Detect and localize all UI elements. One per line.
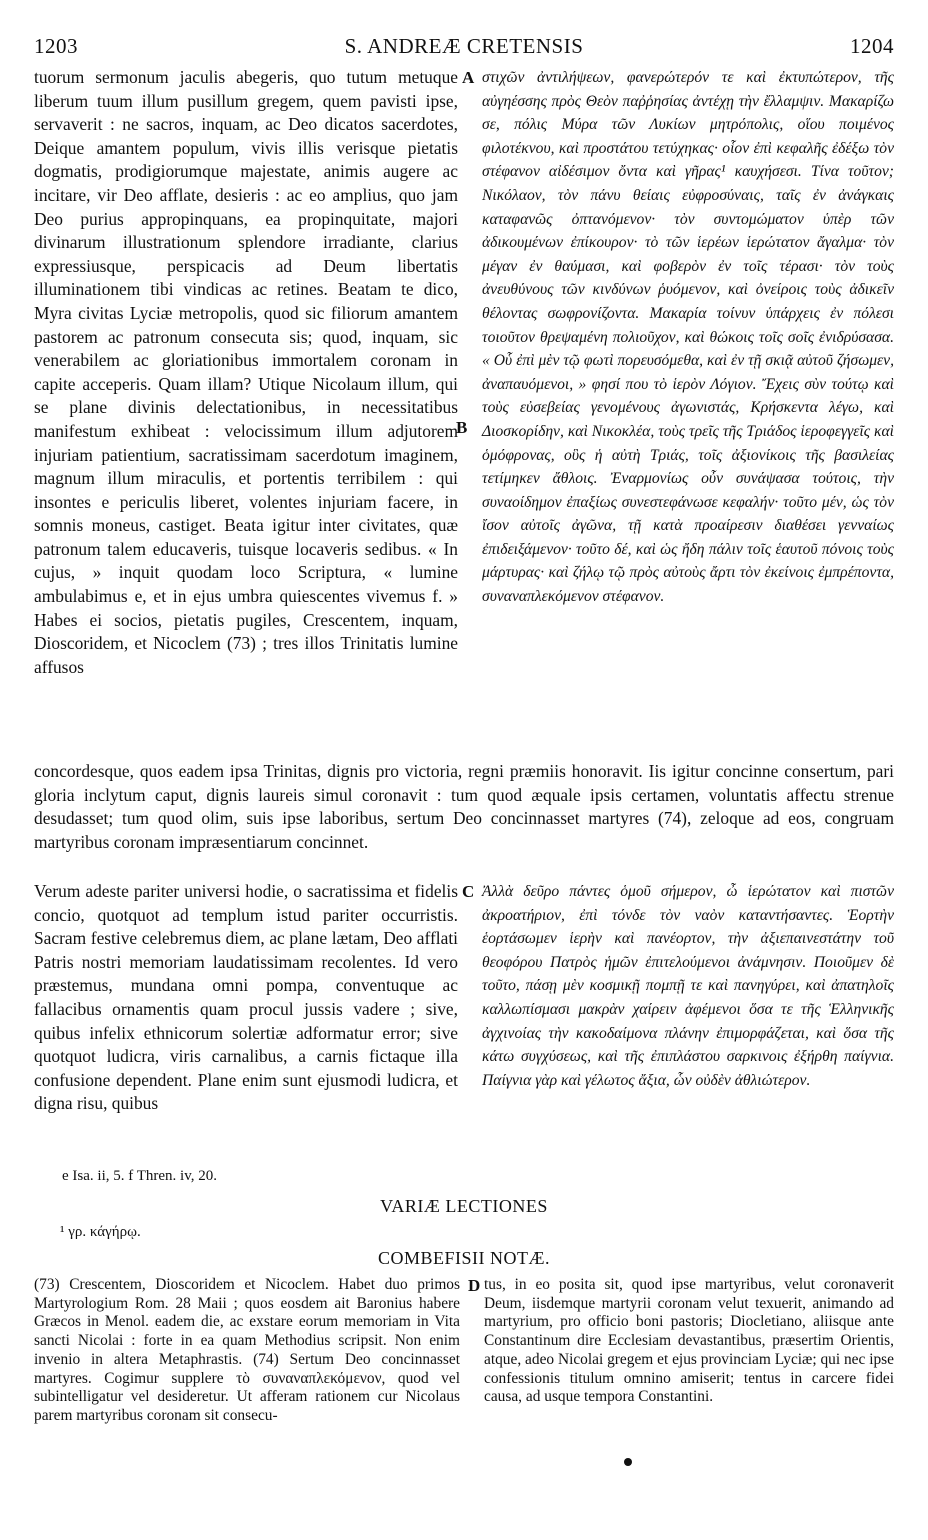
latin-column-2: Verum adeste pariter universi hodie, o sacratissima et fidelis concio, quotquot ad templum istud pariter occurristis. Sacram festive celebremus diem, ac plane lætam, Deo afflati Patris nostri memoriam laudatissimam recolentes. Id vero præstemus, mundana omni pompa, conventuque ac fallacibus ornamentis quam procul jussis vadere ; sive, quibus infelix ethnicorum solertiæ adformatur error; sive quotquot ludicra, viris carnalibus, a carnis fictaque illa confusione dependent. Plane enim sunt ejusmodi ludicra, et digna risu, quibus — [34, 881, 458, 1114]
greek-column-2: Ἀλλὰ δεῦρο πάντες ὁμοῦ σήμερον, ὦ ἱερώτατον καὶ πιστῶν ἀκροατήριον, ἐπὶ τόνδε τὸν ναὸν καταντήσαντες. Ἑορτὴν ἑορτάσωμεν ἱερὴν καὶ πανέορτον, τὴν ἀξιεπαινεστάτην τοῦ θεοφόρου Πατρὸς ἡμῶν ἐπιτελούμενοι ἀνάμνησιν. Ποιοῦμεν δὲ τοῦτο, πάσῃ μὲν κοσμικῇ πομπῇ τε καὶ πανηγύρει, καὶ ἀπατηλοῖς καλλωπίσμασι μακρὰν χαίρειν ἀφέμενοι ὅσα τε τῆς Ἑλληνικῆς ἀγχινοίας τὴν κακοδαίμονα πλάνην ἐπιμορφάζεται, καὶ ὅσα τῆς κάτω συγχύσεως, καὶ τῆς ἐπιπλάστου σαρκινοις ἐξήρθη παίγνια. Παίγνια γὰρ καὶ γέλωτος ἄξια, ὧν οὐδὲν ἀθλιώτερον. — [482, 883, 894, 1089]
latin-column-1: tuorum sermonum jaculis abegeris, quo tutum metuque liberum tuum illum pusillum gregem, quem pavisti ipse, servaverit : ne sacros, inquam, ac Deo dicatos sacerdotes, Deique amantem populum, vivis illis verisque pietatis dogmatis, prodigiorumque majestate, animis augere ac incitare, vir Deo afflate, desieris : ac eo amplius, quo jam Deo purius appropinquans, ea propinquitate, majori divinarum illustrationum splendore irradiante, clarius expressiusque, perspicacis ad Deum libertatis illuminationem tibi vindicas ac retines. Beatam te dico, Myra civitas Lyciæ metropolis, quod sic filiorum amantem pastorem ac patronum consecuta sis; quod, inquam, sic venerabilem ac gloriationibus immortalem coronam in capite acceperis. Quam illam? Utique Nicolaum illum, qui se plane divinis delectationibus, in necessitatibus manifestum exhibeat : velocissimum illum adjutorem injuriam patientium, sacratissimam sacerdotum imaginem, magnum illum miraculis, et portentis terribilem : qui insontes e periculis liberet, volentes injuriam facere, in somnis moneus, castiget. Beata igitur inter civitates, quæ patronum talem educaveris, tuisque locaveris sedibus. « In cujus, » inquit quodam loco Scriptura, « lumine ambulabimus e, et in ejus umbra quiescentes vivemus f. » Habes ei socios, pietatis pugiles, Crescentem, inquam, Dioscoridem, et Nicoclem (73) ; tres illos Trinitatis lumine affusos — [34, 67, 458, 677]
notes-right-column: tus, in eo posita sit, quod ipse martyribus, velut coronaverit Deum, iisdemque martyrii coronam velut texuerit, animando ad martyrium, pro officio boni pastoris; Diocletiano, aliisque ante Constantinum dire Ecclesiam devastantibus, præsertim Orientis, atque, adeo Nicolai gregem et ejus provinciam Lyciæ; qui nec ipse confessionis titulum omnino amiserit; tentus in carcere fidei causa, ad usque tempora Constantini. — [484, 1276, 894, 1406]
marker-b: B — [456, 418, 468, 437]
left-page-number: 1203 — [34, 34, 78, 58]
marker-a: A — [462, 68, 475, 87]
ink-dot — [624, 1458, 632, 1466]
marker-d: D — [468, 1276, 481, 1295]
variae-lectiones-note: ¹ γρ. κάγήρῳ. — [60, 1224, 141, 1240]
page-header — [34, 34, 894, 64]
marker-c: C — [462, 882, 475, 901]
greek-column-1: στιχῶν ἀντιλήψεων, φανερώτερόν τε καὶ ἐκτυπώτερον, τῆς αὐγηέσσης πρὸς Θεὸν παῤῥησίας ἀντέχῃ τὴν ἔλλαμψιν. Μακαρίζω σε, πόλις Μύρα τῶν Λυκίων μητρόπολις, οἵου ποιμένος φιλοτέκνου, καὶ προστάτου τετύχηκας· οἷον ἐπὶ κεφαλῆς ἐδέξω τὸν στέφανον αἰδέσιμον ὄντα καὶ γῆρας¹ καυχήσεσι. Τίνα τοῦτον; Νικόλαον, τὸν πάνυ θείαις εὐφροσύναις, ταῖς ἐν ἀνάγκαις καταφανῶς ὀπτανόμενον· τὸν συντομώματον ὑπὲρ τῶν ἀδικουμένων ἐπίκουρον· τὸ τῶν ἱερέων ἱερώτατον ἄγαλμα· τὸν μέγαν ἐν θαύμασι, καὶ φοβερὸν ἐν τοῖς τέρασι· τὸν τοὺς ἀνευθύνους τῶν κινδύνων ῥυόμενον, καὶ ὀνείροις τοὺς ἀδικεῖν θέλοντας σωφρονίζοντα. Μακαρία τοίνυν ὑπάρχεις ἐν πόλεσι τοιοῦτον θρεψαμένη πολιοῦχον, καὶ θώκοις τοῖς σοῖς ἐνιδρύσασα. « Οὗ ἐπὶ μὲν τῷ φωτὶ πορευσόμεθα, καὶ ἐν τῇ σκιᾷ αὐτοῦ ζήσωμεν, ἀναπαυόμενοι, » φησί που τὸ ἱερὸν Λόγιον. Ἔχεις σὺν τούτῳ καὶ τοὺς εὐσεβείας γενομένους ἀγωνιστάς, Κρήσκεντα λέγω, καὶ Διοσκορίδην, καὶ Νικοκλέα, τοὺς τρεῖς τῆς Τριάδος ἱεροφεγγεῖς καὶ ὁμόφρονας, οὓς ἡ αὐτὴ Τριάς, τοῖς ἀξιονίκοις τῆς βασιλείας τετίμηκεν ἄθλοις. Ἐναρμονίως οὖν συνάψασα τούτοις, τὴν συναοίδημον ἐπαξίως συνεστεφάνωσε κεφαλήν· τοῦτο μέν, ὡς τὸν ἴσον αὐτοῖς ἀγῶνα, τῇ κατὰ προαίρεσιν διαθέσει γενναίως ἐπιδειξάμενον· τοῦτο δέ, καὶ ὡς ἤδη πάλιν τοῖς ἑαυτοῦ πόνοις τοὺς μάρτυρας· καὶ ζήλῳ τῷ πρὸς αὐτοὺς ἄρτι τὸν ἐκείνοις ἐμπρέποντα, συναναπλεκόμενον στέφανον. — [482, 69, 894, 606]
scripture-footnotes: e Isa. ii, 5. f Thren. iv, 20. — [62, 1168, 217, 1184]
notes-left-column: (73) Crescentem, Dioscoridem et Nicoclem. Habet duo primos Martyrologium Rom. 28 Maii ; quos eosdem ait Baronius habere Græcos in Menol. eadem die, ac exstare eorum memoriam in Vita sancti Nicolai : forte in ea quam Methodius scripsit. Non enim invenio in altera Metaphrastis. (74) Sertum Deo concinnasset martyres. Cogimur supplere τὸ συναναπλεκόμενον, quod vel subintelligatur vel desideretur. Ut afferam rationem cur Nicolaus parem martyribus coronam sit consecu- — [34, 1276, 460, 1424]
full-width-paragraph: concordesque, quos eadem ipsa Trinitas, dignis pro victoria, regni præmiis honoravit. Iis igitur concinne consertum, pari gloria inclytum caput, dignis laureis simul coronavit : tum quod æquale ipsis certamen, voluntatis affectu strenue desudasset; tum quod olim, suis ipse laboribus, sertum Deo concinnasset martyres (74), zeloque ad eos, congruam martyribus coronam impræsentiarum concinnet. — [34, 761, 894, 852]
combefisii-notae-title: COMBEFISII NOTÆ. — [377, 1248, 550, 1268]
variae-lectiones-title: VARIÆ LECTIONES — [380, 1196, 548, 1216]
right-page-number: 1204 — [850, 34, 894, 58]
running-title: S. ANDREÆ CRETENSIS — [344, 34, 584, 58]
